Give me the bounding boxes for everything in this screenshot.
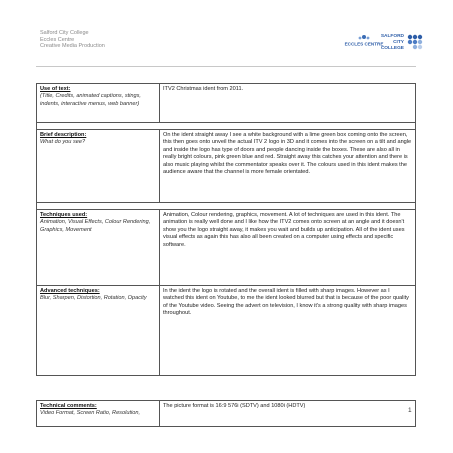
row-label-cell: [37, 401, 160, 427]
header-line-centre: Eccles Centre: [40, 36, 75, 43]
row-label-subtitle: Blur, Sharpen, Distortion, Rotation, Opacity: [40, 295, 147, 302]
table-spacer-cell: [37, 123, 416, 130]
table-row: [37, 401, 416, 427]
row-content-cell: On the ident straight away I see a white background with a lime green box coming onto the screen, this then goes onto unveil the actual ITV 2 logo in 3D and it comes into the screen on a tilt and angle and inside the logo has type of doors and people dancing inside the boxes. These are also all in really bright colours, pink green blue and red. Straight away this catches your attention and there is also music playing whilst the commentator speaks over it. The colours used in this ident makes the audience aware that the channel is more female orientated.: [160, 130, 416, 203]
row-content-cell: ITV2 Christmas ident from 2011.: [160, 84, 416, 123]
salford-logo-line1: SALFORD: [380, 34, 404, 39]
row-label-subtitle: Video Format, Screen Ratio, Resolution,: [40, 410, 141, 417]
row-label-title: Advanced techniques:: [40, 288, 100, 294]
eccles-logo-text: ECCLES CENTRE: [344, 41, 384, 47]
salford-city-college-logo-icon: [380, 30, 426, 54]
table-spacer-cell: [37, 203, 416, 210]
row-label-title: Use of text:: [40, 86, 71, 92]
table-row: [37, 123, 416, 130]
header-divider: [36, 66, 416, 67]
row-label-cell: [37, 210, 160, 286]
row-label-subtitle: (Title, Credits, animated captions, stings, indents, interactive menus, web banner): [40, 93, 141, 107]
table-row: [37, 84, 416, 123]
row-label-subtitle: Animation, Visual Effects, Colour Rendering, Graphics, Movement: [40, 219, 151, 233]
salford-logo-line2: CITY: [393, 40, 404, 45]
row-label-cell: [37, 130, 160, 203]
row-label-subtitle: What do you see?: [40, 139, 86, 146]
table-row: [37, 203, 416, 210]
row-content-cell: Animation, Colour rendering, graphics, movement. A lot of techniques are used in this ident. The animation is really well done and I like how the ITV2 comes onto screen at an angle and it doesn't show you the logo straight away, it makes you wait and builds up anticipation. All of the ident uses visual effects as again this has also all been created on a computer using effects and specific software.: [160, 210, 416, 286]
header-line-college: Salford City College: [40, 30, 89, 36]
page-number: 1: [408, 407, 412, 414]
row-label-title: Techniques used:: [40, 212, 88, 218]
table-row: [37, 210, 416, 286]
row-label-title: Brief description:: [40, 132, 87, 138]
table-row: [37, 130, 416, 203]
college-header: [40, 30, 105, 50]
salford-logo-line3: COLLEGE: [380, 46, 404, 51]
row-label-cell: [37, 84, 160, 123]
row-content-cell: The picture format is 16:9 576i (SDTV) and 1080i (HDTV): [160, 401, 416, 427]
header-line-course: Creative Media Production: [40, 43, 105, 50]
row-content-cell: In the ident the logo is rotated and the overall ident is filled with sharp images. However as I watched this ident on Youtube, to me the ident looked blurred but that is because of the poor quality of the Youtube video. Seeing the advert on television, I know it's a strong quality with sharp images throughout.: [160, 286, 416, 376]
row-label-title: Technical comments:: [40, 403, 97, 409]
technical-table: [36, 400, 416, 427]
table-row: [37, 286, 416, 376]
eccles-centre-logo-icon: [344, 32, 384, 52]
row-label-cell: [37, 286, 160, 376]
analysis-table: [36, 83, 416, 376]
